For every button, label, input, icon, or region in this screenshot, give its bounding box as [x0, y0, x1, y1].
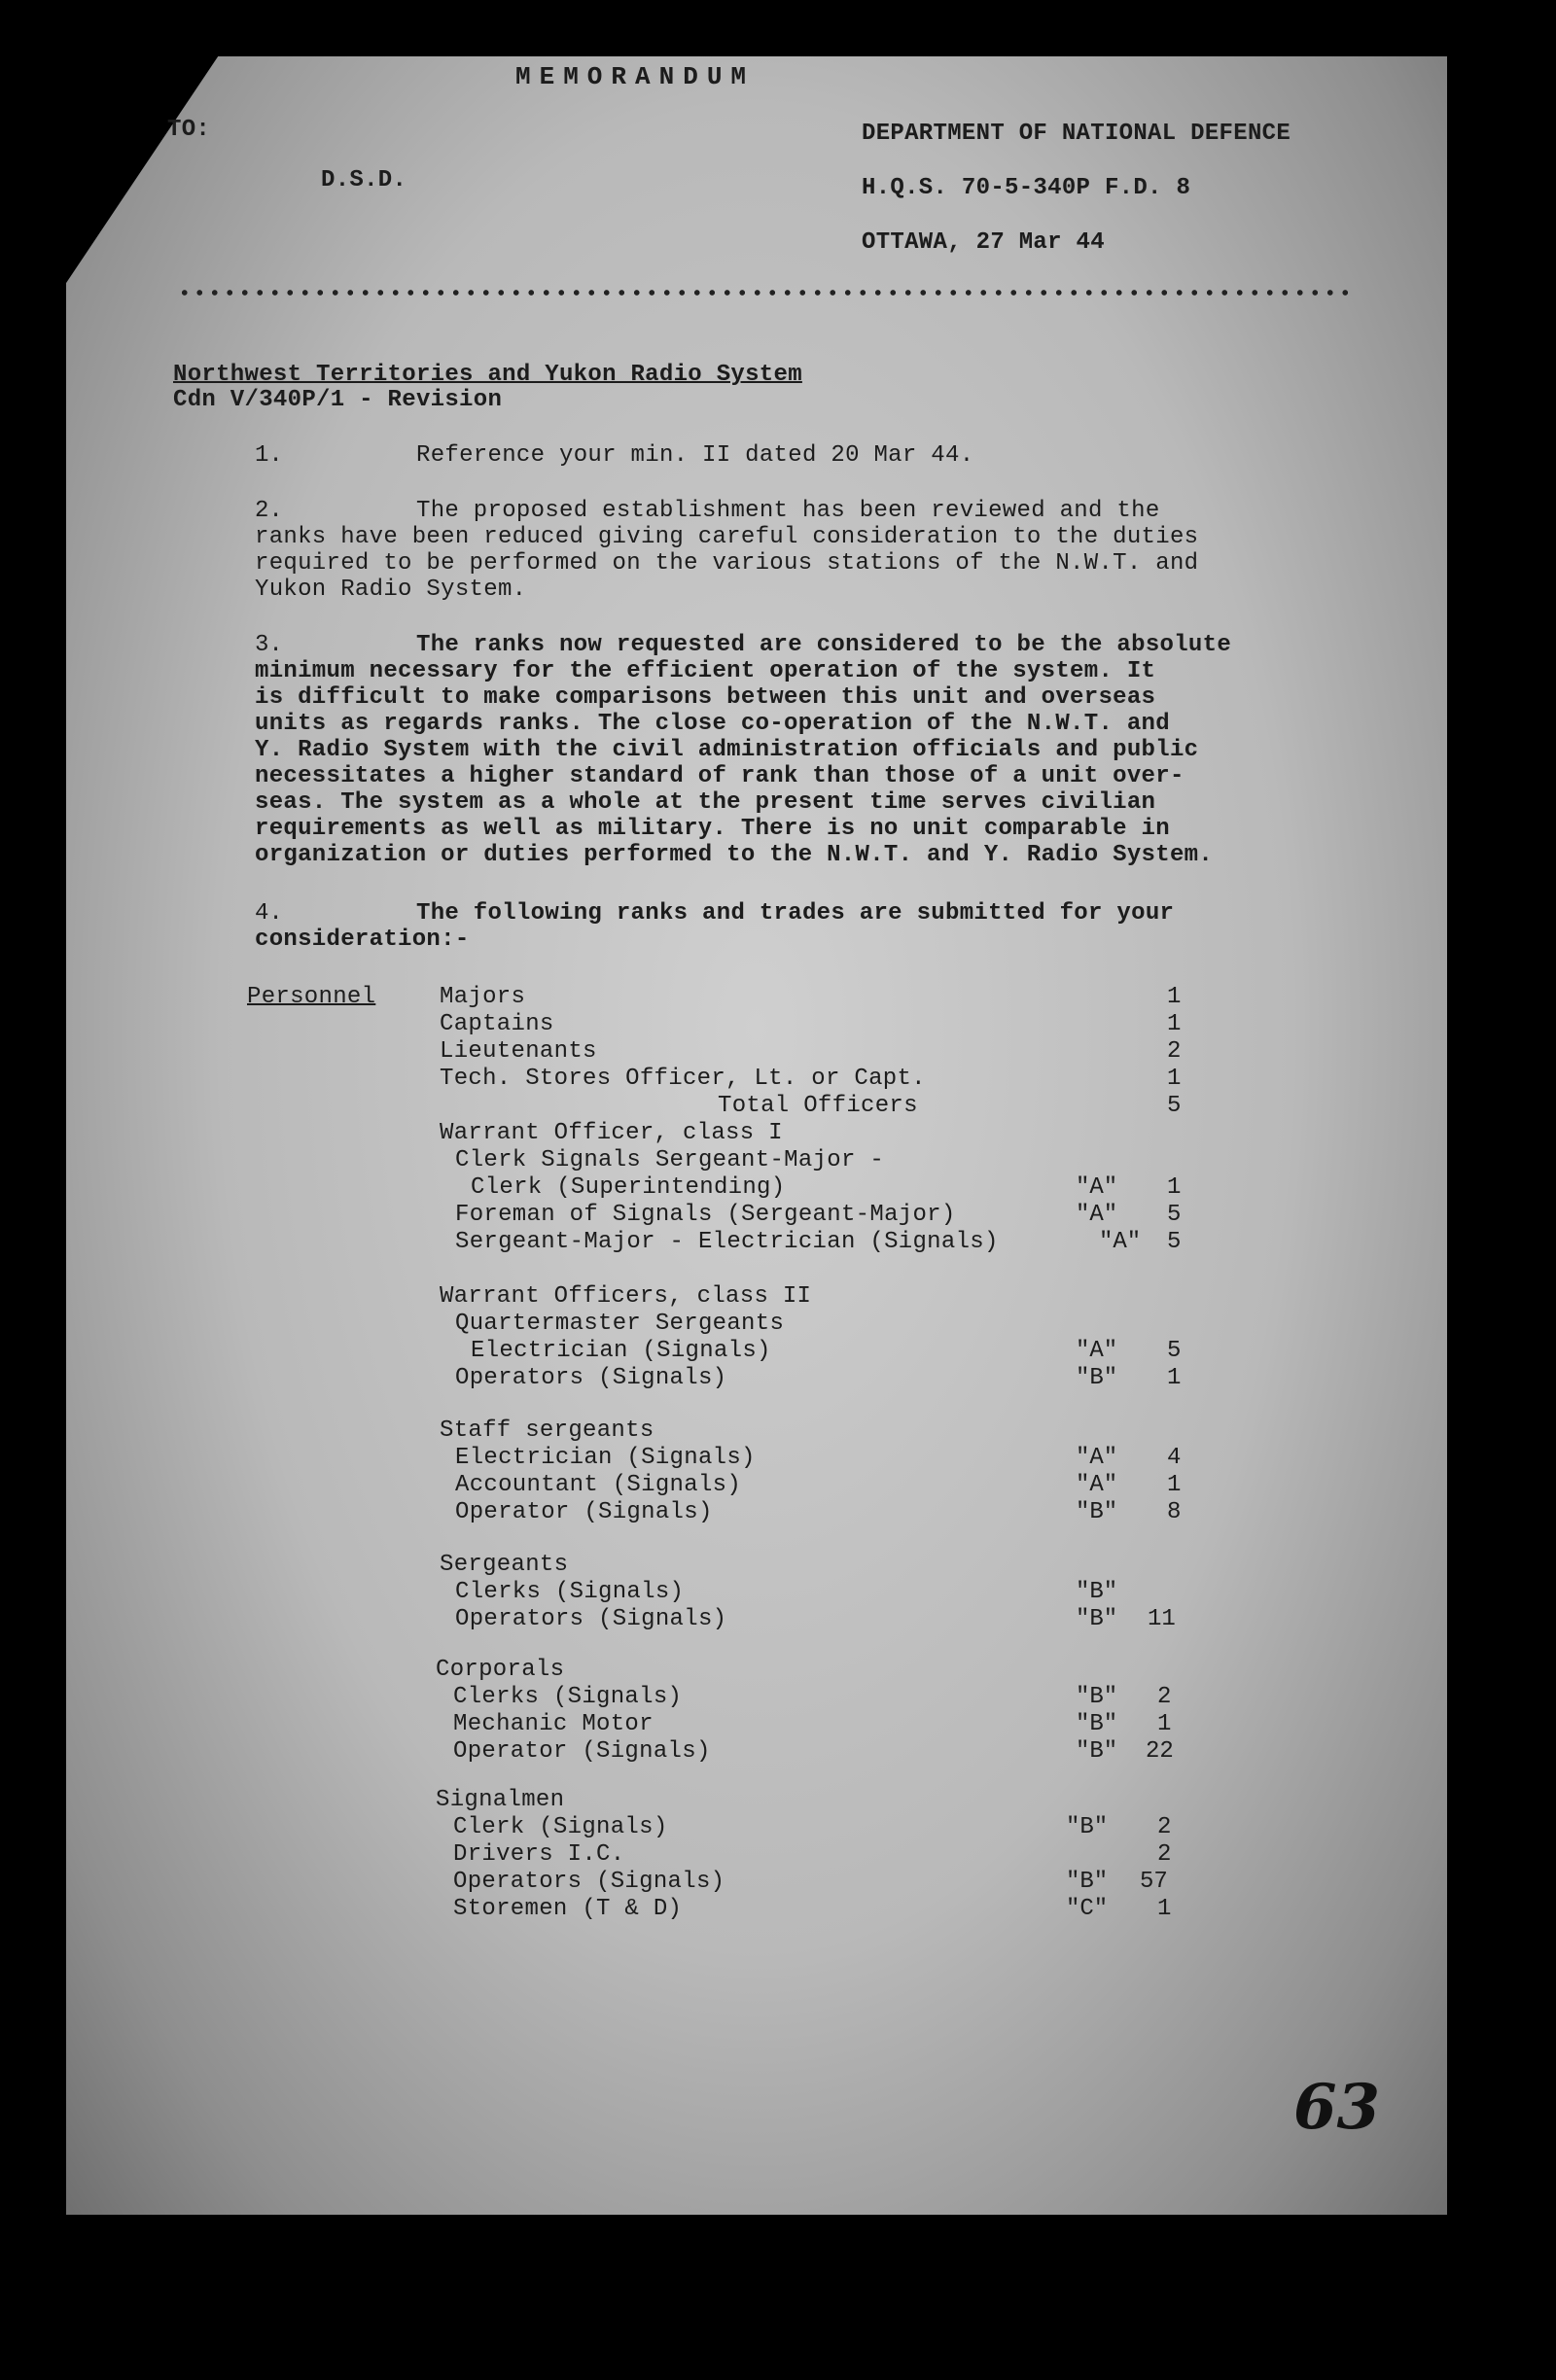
total-officers-count: 5	[1167, 1093, 1182, 1119]
personnel-count: 2	[1157, 1814, 1172, 1840]
personnel-row: Accountant (Signals)	[455, 1472, 742, 1498]
personnel-count: 1	[1167, 1174, 1182, 1201]
personnel-count: 5	[1167, 1202, 1182, 1228]
handwritten-page-number: 63	[1293, 2071, 1381, 2144]
para-3-line: units as regards ranks. The close co-operation of the N.W.T. and	[255, 711, 1170, 737]
personnel-grade: "B"	[1066, 1869, 1109, 1895]
personnel-grade: "B"	[1076, 1579, 1118, 1605]
place-date: OTTAWA, 27 Mar 44	[862, 229, 1105, 256]
personnel-grade: "A"	[1076, 1472, 1118, 1498]
to-label: TO:	[167, 117, 211, 143]
para-3-line: is difficult to make comparisons between this unit and overseas	[255, 684, 1156, 711]
para-3-line: minimum necessary for the efficient operation of the system. It	[255, 658, 1156, 684]
personnel-row: Majors	[440, 984, 526, 1010]
personnel-count: 1	[1167, 984, 1182, 1010]
personnel-row: Storemen (T & D)	[453, 1896, 683, 1922]
personnel-grade: "A"	[1076, 1202, 1118, 1228]
personnel-grade: "B"	[1076, 1365, 1118, 1391]
personnel-row: Clerks (Signals)	[455, 1579, 685, 1605]
personnel-row: Operator (Signals)	[453, 1738, 711, 1765]
separator-dotted-line	[177, 289, 1352, 297]
personnel-row: Clerk Signals Sergeant-Major -	[455, 1147, 885, 1173]
personnel-count: 1	[1167, 1472, 1182, 1498]
file-reference: H.Q.S. 70-5-340P F.D. 8	[862, 175, 1191, 201]
personnel-count: 4	[1167, 1445, 1182, 1471]
group-heading: Warrant Officer, class I	[440, 1120, 783, 1146]
para-3-line: requirements as well as military. There is no unit comparable in	[255, 816, 1170, 842]
para-2-line: The proposed establishment has been reviewed and the	[416, 498, 1160, 524]
memo-title: MEMORANDUM	[515, 62, 756, 91]
personnel-row: Tech. Stores Officer, Lt. or Capt.	[440, 1066, 926, 1092]
personnel-row: Sergeant-Major - Electrician (Signals)	[455, 1229, 999, 1255]
personnel-row: Captains	[440, 1011, 554, 1037]
personnel-grade: "A"	[1076, 1445, 1118, 1471]
personnel-count: 1	[1167, 1365, 1182, 1391]
para-1-number: 1.	[255, 442, 283, 469]
personnel-count: 5	[1167, 1338, 1182, 1364]
personnel-count: 1	[1157, 1711, 1172, 1737]
personnel-count: 1	[1167, 1011, 1182, 1037]
personnel-count: 57	[1140, 1869, 1168, 1895]
personnel-count: 2	[1157, 1684, 1172, 1710]
personnel-count: 8	[1167, 1499, 1182, 1525]
para-2-line: ranks have been reduced giving careful consideration to the duties	[255, 524, 1199, 550]
personnel-row: Clerks (Signals)	[453, 1684, 683, 1710]
department: DEPARTMENT OF NATIONAL DEFENCE	[862, 121, 1291, 147]
personnel-row: Operator (Signals)	[455, 1499, 713, 1525]
personnel-count: 1	[1167, 1066, 1182, 1092]
personnel-row: Quartermaster Sergeants	[455, 1311, 785, 1337]
personnel-count: 2	[1167, 1038, 1182, 1065]
personnel-grade: "B"	[1066, 1814, 1109, 1840]
para-3-line: Y. Radio System with the civil administration officials and public	[255, 737, 1199, 763]
para-2-line: Yukon Radio System.	[255, 577, 527, 603]
personnel-grade: "A"	[1076, 1174, 1118, 1201]
para-3-line: necessitates a higher standard of rank than those of a unit over-	[255, 763, 1185, 789]
personnel-row: Clerk (Signals)	[453, 1814, 668, 1840]
para-2-line: required to be performed on the various stations of the N.W.T. and	[255, 550, 1199, 577]
para-1-line: Reference your min. II dated 20 Mar 44.	[416, 442, 974, 469]
personnel-row: Electrician (Signals)	[471, 1338, 771, 1364]
personnel-row: Operators (Signals)	[455, 1365, 727, 1391]
personnel-grade: "B"	[1076, 1738, 1118, 1765]
group-heading: Staff sergeants	[440, 1418, 654, 1444]
personnel-grade: "C"	[1066, 1896, 1109, 1922]
group-heading: Signalmen	[436, 1787, 565, 1813]
personnel-row: Clerk (Superintending)	[471, 1174, 786, 1201]
personnel-grade: "B"	[1076, 1711, 1118, 1737]
personnel-row: Lieutenants	[440, 1038, 597, 1065]
para-4-line: consideration:-	[255, 927, 470, 953]
personnel-row: Operators (Signals)	[453, 1869, 725, 1895]
group-heading: Sergeants	[440, 1552, 569, 1578]
para-4-line: The following ranks and trades are submitted for your	[416, 900, 1175, 927]
para-3-line: organization or duties performed to the N.W.T. and Y. Radio System.	[255, 842, 1214, 868]
personnel-row: Drivers I.C.	[453, 1841, 625, 1868]
group-heading: Corporals	[436, 1657, 565, 1683]
subject-line-2: Cdn V/340P/1 - Revision	[173, 387, 503, 413]
personnel-count: 11	[1148, 1606, 1176, 1632]
group-heading: Warrant Officers, class II	[440, 1283, 812, 1310]
personnel-grade: "A"	[1099, 1229, 1142, 1255]
personnel-grade: "B"	[1076, 1606, 1118, 1632]
para-3-number: 3.	[255, 632, 283, 658]
para-4-number: 4.	[255, 900, 283, 927]
personnel-count: 22	[1146, 1738, 1174, 1765]
para-3-line: The ranks now requested are considered to be the absolute	[416, 632, 1232, 658]
subject-line-1: Northwest Territories and Yukon Radio System	[173, 362, 802, 388]
personnel-grade: "B"	[1076, 1684, 1118, 1710]
para-2-number: 2.	[255, 498, 283, 524]
para-3-line: seas. The system as a whole at the present time serves civilian	[255, 789, 1156, 816]
personnel-row: Foreman of Signals (Sergeant-Major)	[455, 1202, 956, 1228]
personnel-label: Personnel	[247, 984, 376, 1010]
total-officers-label: Total Officers	[718, 1093, 918, 1119]
personnel-count: 1	[1157, 1896, 1172, 1922]
personnel-count: 5	[1167, 1229, 1182, 1255]
personnel-row: Operators (Signals)	[455, 1606, 727, 1632]
personnel-grade: "A"	[1076, 1338, 1118, 1364]
personnel-grade: "B"	[1076, 1499, 1118, 1525]
personnel-row: Mechanic Motor	[453, 1711, 654, 1737]
personnel-count: 2	[1157, 1841, 1172, 1868]
personnel-row: Electrician (Signals)	[455, 1445, 756, 1471]
addressee: D.S.D.	[321, 167, 407, 193]
